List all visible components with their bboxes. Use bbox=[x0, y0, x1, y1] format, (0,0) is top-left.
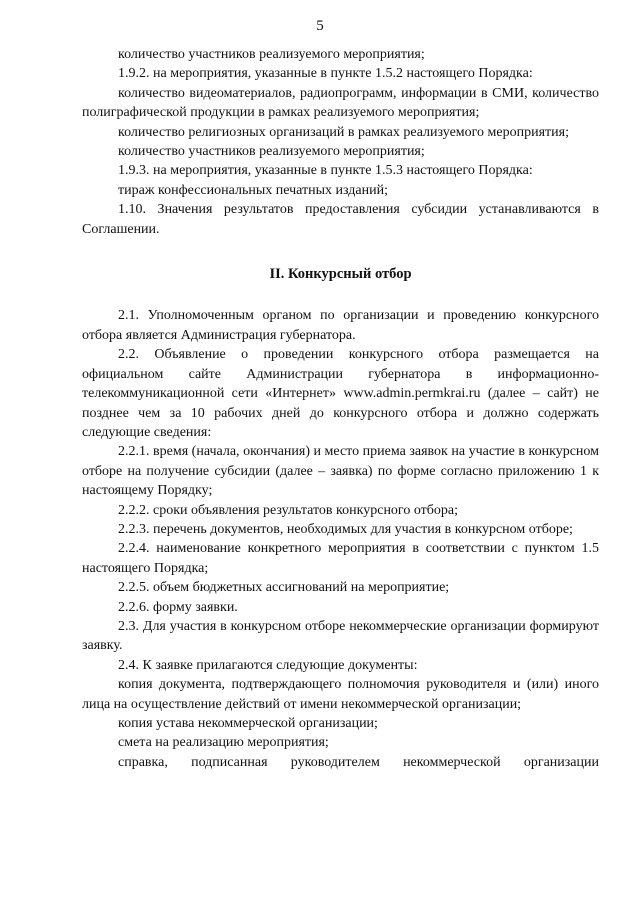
paragraph: 2.2.1. время (начала, окончания) и место приема заявок на участие в конкурсном отборе на получение субсидии (далее – заявка) по форме согласно приложению 1 к настоящему Порядку; bbox=[82, 444, 599, 499]
page-number: 5 bbox=[316, 18, 324, 34]
paragraph: количество религиозных организаций в рамках реализуемого мероприятия; bbox=[118, 124, 569, 140]
paragraph: 2.4. К заявке прилагаются следующие документы: bbox=[118, 657, 418, 673]
paragraph: 2.2.5. объем бюджетных ассигнований на мероприятие; bbox=[118, 580, 450, 596]
paragraph: 1.9.3. на мероприятия, указанные в пункте 1.5.3 настоящего Порядка: bbox=[118, 163, 533, 179]
paragraph: копия документа, подтверждающего полномочия руководителя и (или) иного лица на осуществление действий от имени некоммерческой организации; bbox=[82, 677, 599, 712]
paragraph: 2.2.4. наименование конкретного мероприятия в соответствии с пунктом 1.5 настоящего Порядка; bbox=[82, 541, 599, 576]
paragraph: 1.9.2. на мероприятия, указанные в пункте 1.5.2 настоящего Порядка: bbox=[118, 66, 533, 82]
paragraph: справка, подписанная руководителем некоммерческой организации bbox=[118, 754, 599, 770]
document-body bbox=[82, 45, 599, 772]
paragraph: 2.2.6. форму заявки. bbox=[118, 599, 238, 615]
paragraph: 2.1. Уполномоченным органом по организации и проведению конкурсного отбора является Администрация губернатора. bbox=[82, 308, 599, 343]
paragraph: копия устава некоммерческой организации; bbox=[118, 716, 378, 731]
paragraph: 2.2.3. перечень документов, необходимых для участия в конкурсном отборе; bbox=[118, 521, 573, 537]
paragraph: смета на реализацию мероприятия; bbox=[118, 735, 329, 751]
paragraph: 2.2.2. сроки объявления результатов конкурсного отбора; bbox=[118, 502, 458, 518]
section-heading: II. Конкурсный отбор bbox=[269, 266, 412, 283]
paragraph: тираж конфессиональных печатных изданий; bbox=[118, 182, 388, 198]
paragraph: количество видеоматериалов, радиопрограмм, информации в СМИ, количество полиграфической продукции в рамках реализуемого мероприятия; bbox=[82, 85, 599, 121]
paragraph: количество участников реализуемого мероприятия; bbox=[118, 144, 425, 160]
paragraph: 2.3. Для участия в конкурсном отборе некоммерческие организации формируют заявку. bbox=[82, 618, 599, 654]
paragraph: количество участников реализуемого мероприятия; bbox=[118, 47, 425, 62]
paragraph: 1.10. Значения результатов предоставления субсидии устанавливаются в Соглашении. bbox=[82, 202, 599, 237]
paragraph: 2.2. Объявление о проведении конкурсного отбора размещается на официальном сайте Администрации губернатора в информационно-телекоммуникационной сети «Интернет» www.admin.permkrai.ru (далее – сайт) не позднее чем за 10 рабочих дней до конкурсного отбора и должно содержать следующие сведения: bbox=[82, 347, 599, 440]
